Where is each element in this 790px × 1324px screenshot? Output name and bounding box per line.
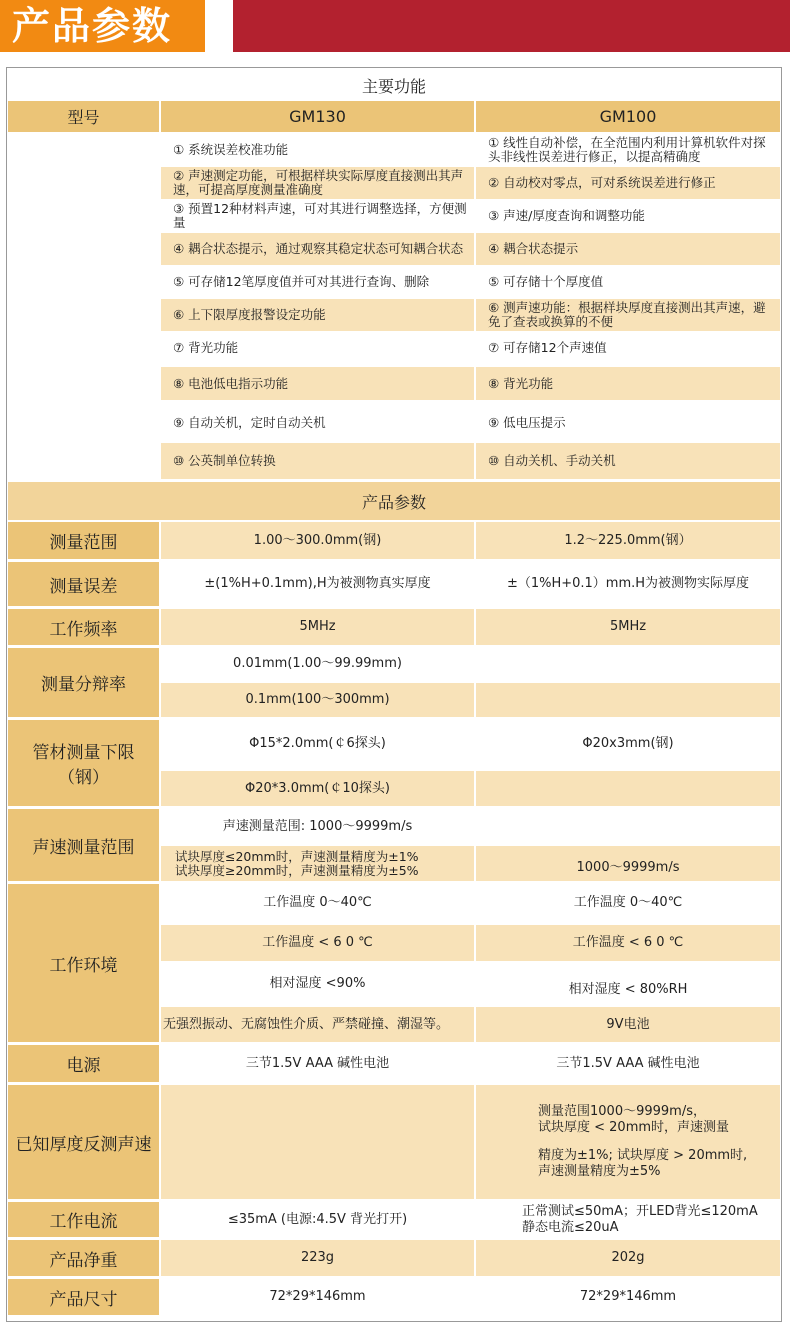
feature-gm100-3: ③ 声速/厚度查询和调整功能 bbox=[488, 208, 645, 223]
pipe-gm100: Φ20x3mm(钢) bbox=[582, 736, 674, 751]
label-weight: 产品净重 bbox=[8, 1240, 159, 1276]
header-banner bbox=[0, 0, 205, 52]
label-size: 产品尺寸 bbox=[8, 1279, 159, 1315]
resolution-gm130-1: 0.01mm(1.00～99.99mm) bbox=[233, 656, 402, 671]
feature-gm100-2: ② 自动校对零点，可对系统误差进行修正 bbox=[476, 167, 780, 199]
feature-gm100-8: ⑧ 背光功能 bbox=[476, 367, 780, 400]
current-gm130: ≤35mA (电源:4.5V 背光打开) bbox=[227, 1211, 408, 1227]
weight-gm130: 223g bbox=[161, 1240, 474, 1276]
feature-gm130-6: ⑥ 上下限厚度报警设定功能 bbox=[161, 299, 474, 331]
sound-gm130-2 bbox=[161, 846, 474, 881]
sound-gm100: 1000～9999m/s bbox=[476, 846, 780, 881]
reverse-gm100 bbox=[476, 1085, 780, 1199]
reverse-gm100-2a: 精度为±1%; 试块厚度 > 20mm时, bbox=[538, 1148, 748, 1163]
feature-gm130-8: ⑧ 电池低电指示功能 bbox=[161, 367, 474, 400]
size-gm130: 72*29*146mm bbox=[269, 1289, 366, 1304]
env-gm130-2: 工作温度 < 6 0 ℃ bbox=[161, 925, 474, 961]
env-gm100-4: 9V电池 bbox=[476, 1007, 780, 1042]
weight-gm100: 202g bbox=[476, 1240, 780, 1276]
power-gm100: 三节1.5V AAA 碱性电池 bbox=[556, 1055, 700, 1071]
label-current: 工作电流 bbox=[8, 1202, 159, 1237]
features-title: 主要功能 bbox=[361, 77, 426, 96]
sound-gm130-2b: 试块厚度≥20mm时，声速测量精度为±5% bbox=[175, 862, 419, 878]
feature-gm100-10: ⑩ 自动关机、手动关机 bbox=[476, 443, 780, 479]
feature-gm130-10: ⑩ 公英制单位转换 bbox=[161, 443, 474, 479]
size-gm100: 72*29*146mm bbox=[579, 1289, 677, 1304]
sound-gm130-1: 声速测量范围: 1000～9999m/s bbox=[222, 818, 413, 834]
pipe-gm130-2: Φ20*3.0mm(￠10探头) bbox=[161, 771, 474, 806]
reverse-gm100-1b: 试块厚度 < 20mm时，声速测量 bbox=[538, 1120, 730, 1135]
label-power: 电源 bbox=[8, 1045, 159, 1082]
feature-gm130-9: ⑨ 自动关机，定时自动关机 bbox=[173, 415, 326, 430]
feature-gm100-9: ⑨ 低电压提示 bbox=[488, 415, 566, 430]
feature-gm130-3: ③ 预置12种材料声速，可对其进行调整选择，方便测量 bbox=[173, 201, 467, 230]
feature-gm130-2: ② 声速测定功能，可根据样块实际厚度直接测出其声速，可提高厚度测量准确度 bbox=[161, 167, 474, 199]
error-gm130: ±(1%H+0.1mm),H为被测物真实厚度 bbox=[204, 576, 431, 591]
feature-gm130-7: ⑦ 背光功能 bbox=[173, 340, 239, 355]
feature-gm100-7: ⑦ 可存储12个声速值 bbox=[488, 340, 607, 355]
freq-gm130: 5MHz bbox=[161, 609, 474, 645]
header-red-bar bbox=[233, 0, 790, 52]
freq-gm100: 5MHz bbox=[476, 609, 780, 645]
current-gm100-a: 正常测试≤50mA；开LED背光≤120mA bbox=[522, 1203, 758, 1219]
label-sound: 声速测量范围 bbox=[8, 809, 159, 881]
label-resolution: 测量分辩率 bbox=[8, 648, 159, 717]
resolution-gm130-2: 0.1mm(100～300mm) bbox=[161, 683, 474, 717]
env-gm130-1: 工作温度 0～40℃ bbox=[263, 895, 372, 910]
reverse-gm100-1a: 测量范围1000～9999m/s， bbox=[538, 1104, 706, 1119]
sound-gm130-2a: 试块厚度≤20mm时，声速测量精度为±1% bbox=[175, 848, 419, 864]
reverse-gm100-2b: 声速测量精度为±5% bbox=[538, 1164, 661, 1179]
env-gm130-4: 无强烈振动、无腐蚀性介质、严禁碰撞、潮湿等。 bbox=[161, 1007, 474, 1042]
header-title: 产品参数 bbox=[12, 4, 173, 48]
feature-gm130-1: ① 系统误差校准功能 bbox=[173, 142, 289, 157]
error-gm100: ±（1%H+0.1）mm.H为被测物实际厚度 bbox=[506, 576, 750, 591]
env-gm130-3: 相对湿度 <90% bbox=[269, 976, 366, 991]
resolution-gm100-empty bbox=[476, 683, 780, 717]
power-gm130: 三节1.5V AAA 碱性电池 bbox=[245, 1055, 390, 1071]
pipe-gm130-1: Φ15*2.0mm(￠6探头) bbox=[249, 736, 386, 751]
current-gm100 bbox=[476, 1202, 780, 1237]
pipe-gm100-empty bbox=[476, 771, 780, 806]
model-gm100: GM100 bbox=[476, 101, 780, 132]
feature-gm130-5: ⑤ 可存储12笔厚度值并可对其进行查询、删除 bbox=[173, 274, 430, 289]
label-env: 工作环境 bbox=[8, 884, 159, 1042]
env-gm100-1: 工作温度 0～40℃ bbox=[573, 895, 683, 910]
params-title: 产品参数 bbox=[8, 482, 780, 520]
feature-gm100-6: ⑥ 测声速功能：根据样块厚度直接测出其声速，避免了查表或换算的不便 bbox=[476, 299, 780, 331]
env-gm100-2: 工作温度 < 6 0 ℃ bbox=[476, 925, 780, 961]
model-label: 型号 bbox=[8, 101, 159, 132]
feature-gm100-4: ④ 耦合状态提示 bbox=[476, 233, 780, 265]
range-gm100: 1.2～225.0mm(钢） bbox=[476, 522, 780, 559]
range-gm130: 1.00～300.0mm(钢) bbox=[161, 522, 474, 559]
label-freq: 工作频率 bbox=[8, 609, 159, 645]
current-gm100-b: 静态电流≤20uA bbox=[522, 1219, 619, 1235]
reverse-gm130-empty bbox=[161, 1085, 474, 1199]
label-error: 测量误差 bbox=[8, 562, 159, 606]
feature-gm100-5: ⑤ 可存储十个厚度值 bbox=[488, 274, 604, 289]
label-reverse: 已知厚度反测声速 bbox=[8, 1085, 159, 1199]
label-pipe: 管材测量下限（钢） bbox=[8, 720, 159, 806]
model-gm130: GM130 bbox=[161, 101, 474, 132]
feature-gm100-1: ① 线性自动补偿，在全范围内利用计算机软件对探头非线性误差进行修正，以提高精确度 bbox=[488, 135, 766, 164]
feature-gm130-4: ④ 耦合状态提示，通过观察其稳定状态可知耦合状态 bbox=[161, 233, 474, 265]
label-range: 测量范围 bbox=[8, 522, 159, 559]
env-gm100-3: 相对湿度 < 80%RH bbox=[568, 982, 688, 997]
